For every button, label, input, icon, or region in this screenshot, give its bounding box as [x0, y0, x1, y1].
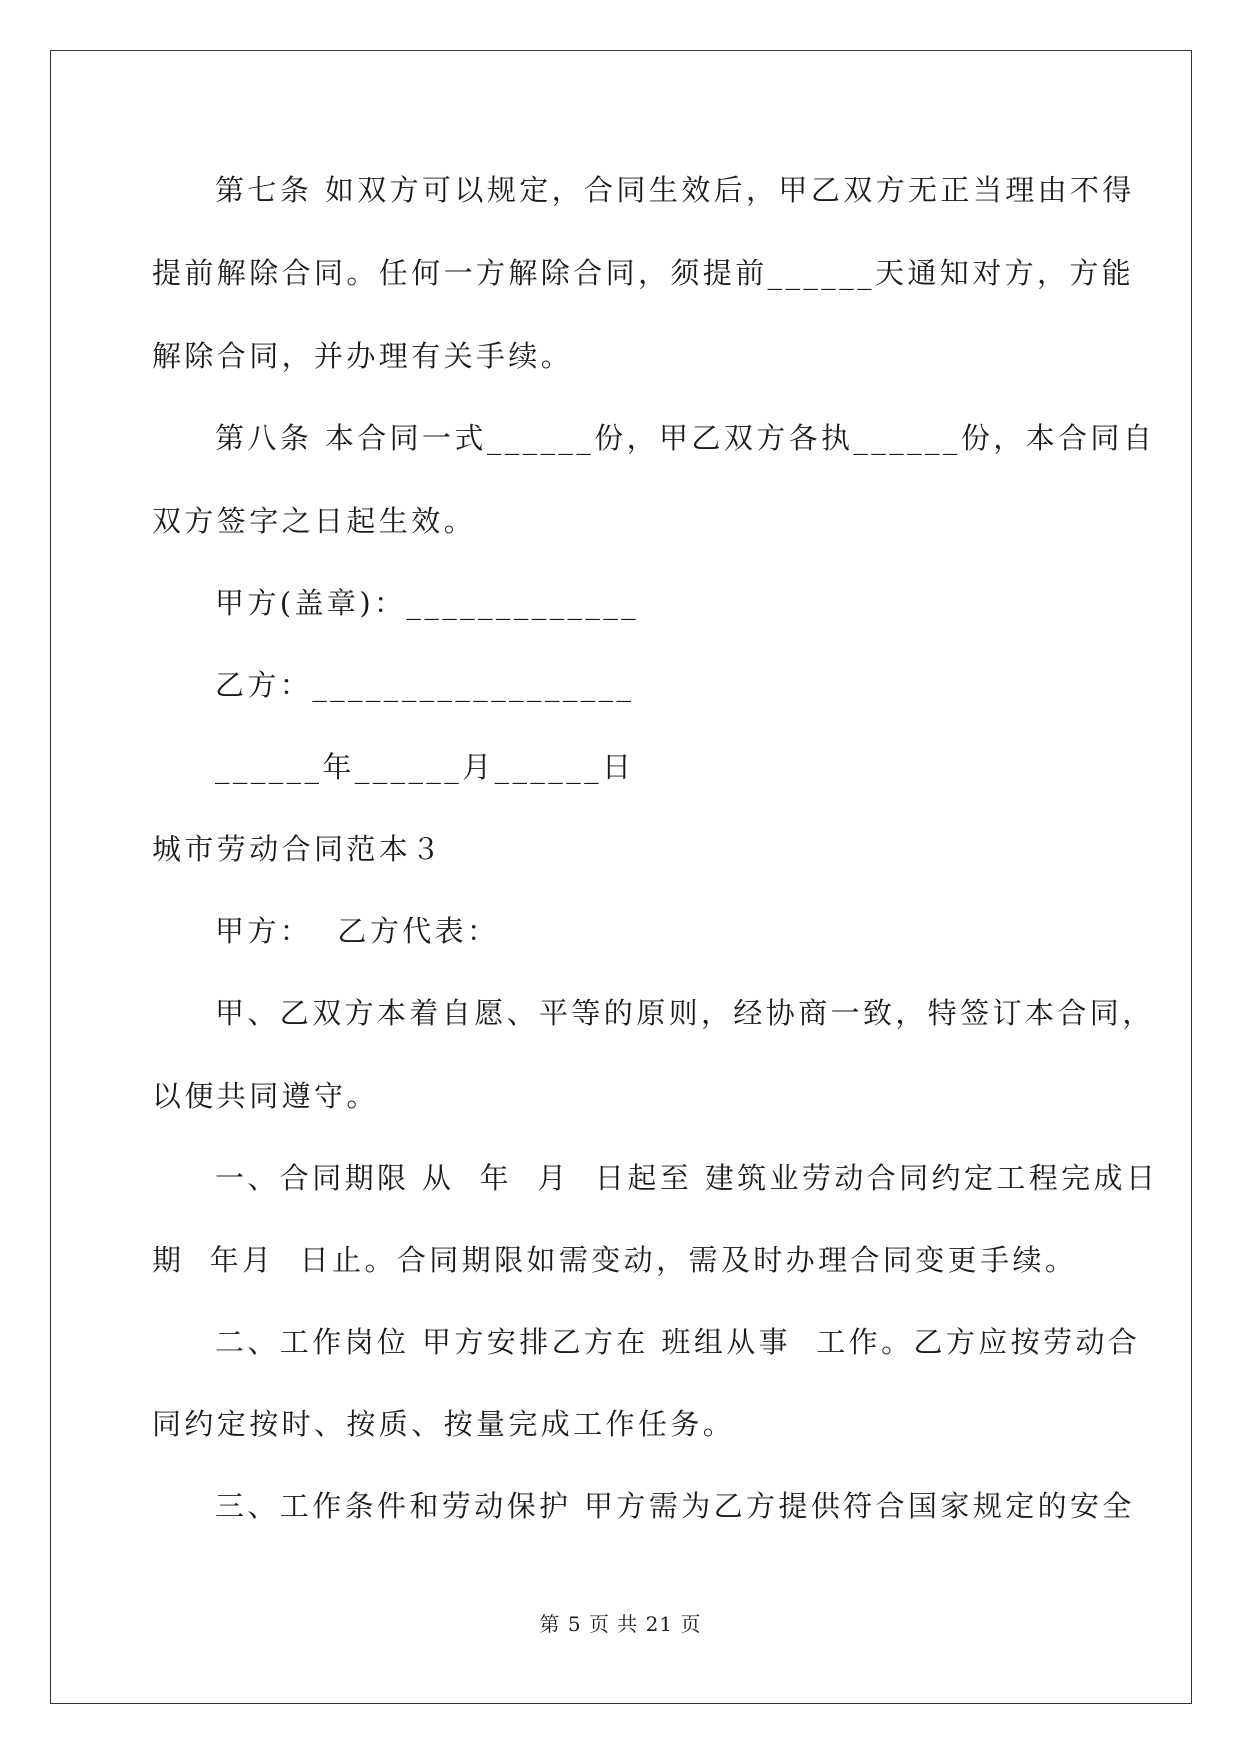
- text-line: 提前解除合同。任何一方解除合同，须提前______天通知对方，方能: [152, 256, 1135, 290]
- section-heading: 城市劳动合同范本３: [152, 832, 444, 866]
- date-line: ______年______月______日: [215, 750, 635, 784]
- text-line: 第八条 本合同一式______份，甲乙双方各执______份，本合同自: [215, 421, 1156, 455]
- text-line: 三、工作条件和劳动保护 甲方需为乙方提供符合国家规定的安全: [215, 1489, 1135, 1523]
- text-line: 同约定按时、按质、按量完成工作任务。: [152, 1407, 736, 1441]
- text-line: 一、合同期限 从 年 月 日起至 建筑业劳动合同约定工程完成日: [215, 1161, 1159, 1195]
- page-border: [50, 50, 1192, 1704]
- text-line: 二、工作岗位 甲方安排乙方在 班组从事 工作。乙方应按劳动合: [215, 1325, 1141, 1359]
- text-line: 双方签字之日起生效。: [152, 504, 477, 538]
- signature-line-party-b: 乙方：__________________: [215, 668, 635, 702]
- page-number: 第 5 页 共 21 页: [539, 1612, 702, 1636]
- text-line: 解除合同，并办理有关手续。: [152, 339, 574, 373]
- text-line: 第七条 如双方可以规定，合同生效后，甲乙双方无正当理由不得: [215, 173, 1135, 207]
- text-line: 甲、乙双方本着自愿、平等的原则，经协商一致，特签订本合同，: [215, 996, 1155, 1030]
- text-line: 甲方： 乙方代表：: [215, 914, 500, 948]
- text-line: 以便共同遵守。: [152, 1079, 379, 1113]
- signature-line-party-a: 甲方(盖章)：_____________: [215, 586, 640, 620]
- text-line: 期 年月 日止。合同期限如需变动，需及时办理合同变更手续。: [152, 1243, 1078, 1277]
